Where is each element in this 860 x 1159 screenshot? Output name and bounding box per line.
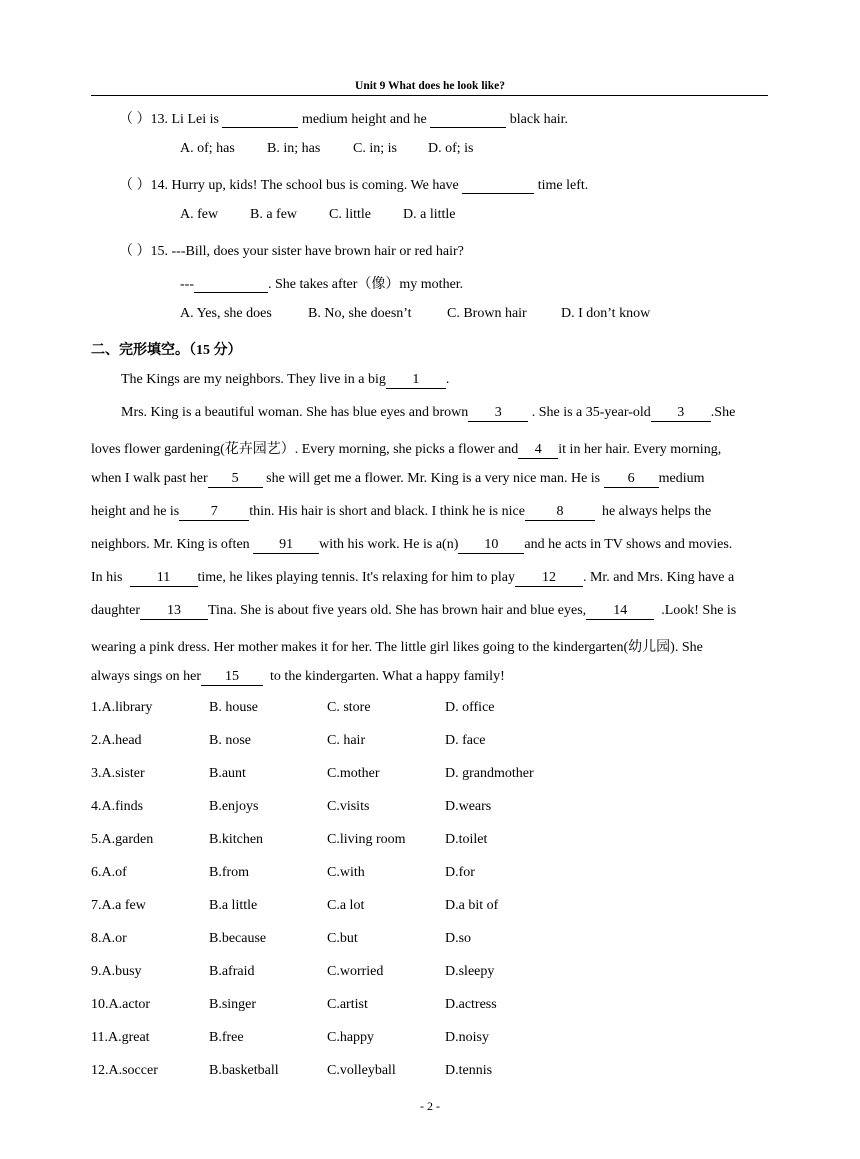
question-stem: . She takes after（像）my mother.	[268, 277, 464, 292]
cloze-option: D.actress	[445, 997, 497, 1012]
blank-number: 4	[518, 442, 558, 459]
cloze-option: B.afraid	[209, 964, 255, 979]
cloze-option: 1.A.library	[91, 700, 153, 715]
passage-text: wearing a pink dress. Her mother makes it for her. The little girl likes going to the kindergarten(幼儿园). She	[91, 640, 703, 655]
passage-line	[91, 504, 769, 521]
passage-text: Mrs. King is a beautiful woman. She has blue eyes and brown	[121, 405, 469, 420]
passage-line	[91, 537, 769, 554]
question-stem: time left.	[537, 178, 589, 193]
cloze-option: 6.A.of	[91, 865, 127, 880]
cloze-option: C.visits	[327, 799, 370, 814]
answer-paren: （ ）	[119, 178, 151, 193]
passage-text: .	[445, 372, 450, 387]
answer-blank	[222, 113, 298, 128]
question-14	[119, 174, 588, 194]
cloze-option: D.wears	[445, 799, 492, 814]
cloze-option: D.tennis	[445, 1063, 493, 1078]
blank-number: 7	[179, 504, 249, 521]
cloze-option: C.happy	[327, 1030, 375, 1045]
passage-line	[91, 669, 769, 686]
option: D. of; is	[428, 141, 474, 156]
cloze-option: 8.A.or	[91, 931, 127, 946]
passage-text: neighbors. Mr. King is often	[91, 537, 250, 552]
question-stem: 14. Hurry up, kids! The school bus is coming. We have	[150, 178, 459, 193]
cloze-option: B.kitchen	[209, 832, 264, 847]
passage-text: thin. His hair is short and black. I think he is nice	[249, 504, 525, 519]
passage-line	[91, 603, 769, 620]
passage-text: . Mr. and Mrs. King have a	[582, 570, 735, 585]
question-13	[119, 108, 568, 128]
passage-text: when I walk past her	[91, 471, 208, 486]
option: D. a little	[403, 207, 456, 222]
blank-number: 14	[586, 603, 654, 620]
blank-number: 13	[140, 603, 208, 620]
passage-text: The Kings are my neighbors. They live in a big	[121, 372, 386, 387]
answer-paren: （ ）	[119, 112, 151, 127]
page-number: - 2 -	[420, 1099, 440, 1113]
answer-blank	[430, 113, 506, 128]
option: D. I don’t know	[561, 306, 651, 321]
blank-number: 12	[515, 570, 583, 587]
cloze-option: C.artist	[327, 997, 368, 1012]
header-rule	[91, 95, 768, 96]
passage-text: loves flower gardening(花卉园艺）. Every morning, she picks a flower and	[91, 442, 519, 457]
cloze-option: D. grandmother	[445, 766, 534, 781]
cloze-option: 2.A.head	[91, 733, 142, 748]
option: A. few	[180, 207, 219, 222]
cloze-option: D.for	[445, 865, 475, 880]
section-heading: 二、完形填空。（15 分）	[91, 343, 242, 358]
question-stem: 13. Li Lei is	[150, 112, 219, 127]
option: B. in; has	[267, 141, 321, 156]
cloze-option: B.basketball	[209, 1063, 279, 1078]
passage-line	[121, 372, 449, 389]
cloze-option: D.a bit of	[445, 898, 499, 913]
cloze-option: D.sleepy	[445, 964, 495, 979]
cloze-option: 12.A.soccer	[91, 1063, 158, 1078]
cloze-option: B.enjoys	[209, 799, 259, 814]
blank-number: 91	[253, 537, 319, 554]
passage-line	[91, 570, 769, 587]
cloze-option: B.singer	[209, 997, 257, 1012]
passage-text: daughter	[91, 603, 140, 618]
cloze-option: C.volleyball	[327, 1063, 396, 1078]
passage-text: he always helps the	[601, 504, 712, 519]
question-stem: ---	[180, 277, 194, 292]
cloze-option: D. face	[445, 733, 486, 748]
passage-text: it in her hair. Every morning,	[558, 442, 722, 457]
passage-text: .She	[710, 405, 736, 420]
blank-number: 15	[201, 669, 263, 686]
option: A. of; has	[180, 141, 235, 156]
cloze-option: 10.A.actor	[91, 997, 151, 1012]
question-15	[119, 240, 464, 260]
passage-text: height and he is	[91, 504, 180, 519]
option: B. a few	[250, 207, 298, 222]
blank-number: 10	[458, 537, 524, 554]
cloze-option: C.but	[327, 931, 358, 946]
cloze-option: C.mother	[327, 766, 380, 781]
option: C. in; is	[353, 141, 397, 156]
cloze-option: B.aunt	[209, 766, 246, 781]
passage-text: In his	[91, 570, 123, 585]
cloze-option: D.so	[445, 931, 472, 946]
passage-text: with his work. He is a(n)	[319, 537, 459, 552]
cloze-option: B.free	[209, 1030, 244, 1045]
cloze-option: D.noisy	[445, 1030, 489, 1045]
cloze-option: C. store	[327, 700, 371, 715]
answer-paren: （ ）	[119, 244, 151, 259]
passage-text: time, he likes playing tennis. It's relaxing for him to play	[197, 570, 515, 585]
cloze-option: 7.A.a few	[91, 898, 146, 913]
blank-number: 5	[208, 471, 263, 488]
option: A. Yes, she does	[180, 306, 272, 321]
page-header-title: Unit 9 What does he look like?	[355, 80, 505, 92]
blank-number: 8	[525, 504, 595, 521]
cloze-option: B.from	[209, 865, 250, 880]
blank-number: 6	[604, 471, 659, 488]
cloze-option: B. house	[209, 700, 258, 715]
passage-text: .Look! She is	[661, 603, 737, 618]
cloze-option: D.toilet	[445, 832, 488, 847]
answer-blank	[462, 179, 534, 194]
cloze-option: C.with	[327, 865, 365, 880]
cloze-option: C.a lot	[327, 898, 365, 913]
cloze-option: 4.A.finds	[91, 799, 144, 814]
cloze-option: B. nose	[209, 733, 251, 748]
cloze-option: C.worried	[327, 964, 384, 979]
question-stem: black hair.	[509, 112, 569, 127]
passage-text: medium	[658, 471, 705, 486]
blank-number: 3	[468, 405, 528, 422]
passage-text: she will get me a flower. Mr. King is a very nice man. He is	[266, 471, 601, 486]
passage-text: to the kindergarten. What a happy family!	[270, 669, 505, 684]
option: C. Brown hair	[447, 306, 527, 321]
passage-line	[121, 405, 769, 422]
passage-text: and he acts in TV shows and movies.	[524, 537, 733, 552]
passage-text: . She is a 35-year-old	[528, 405, 651, 420]
cloze-option: B.because	[209, 931, 267, 946]
question-stem: medium height and he	[301, 112, 427, 127]
passage-line	[91, 471, 769, 488]
answer-blank	[194, 278, 268, 293]
cloze-option: D. office	[445, 700, 495, 715]
blank-number: 11	[130, 570, 198, 587]
cloze-option: 3.A.sister	[91, 766, 145, 781]
blank-number: 1	[386, 372, 446, 389]
cloze-option: 11.A.great	[91, 1030, 150, 1045]
question-15-line2	[180, 273, 463, 293]
option: B. No, she doesn’t	[308, 306, 412, 321]
cloze-option: 9.A.busy	[91, 964, 142, 979]
option: C. little	[329, 207, 371, 222]
cloze-option: C. hair	[327, 733, 366, 748]
cloze-option: 5.A.garden	[91, 832, 154, 847]
blank-number: 3	[651, 405, 711, 422]
passage-text: always sings on her	[91, 669, 202, 684]
passage-text: Tina. She is about five years old. She has brown hair and blue eyes,	[207, 603, 587, 618]
passage-line	[91, 636, 769, 656]
cloze-option: B.a little	[209, 898, 258, 913]
question-stem: 15. ---Bill, does your sister have brown hair or red hair?	[150, 244, 464, 259]
passage-line	[91, 438, 769, 459]
cloze-option: C.living room	[327, 832, 406, 847]
